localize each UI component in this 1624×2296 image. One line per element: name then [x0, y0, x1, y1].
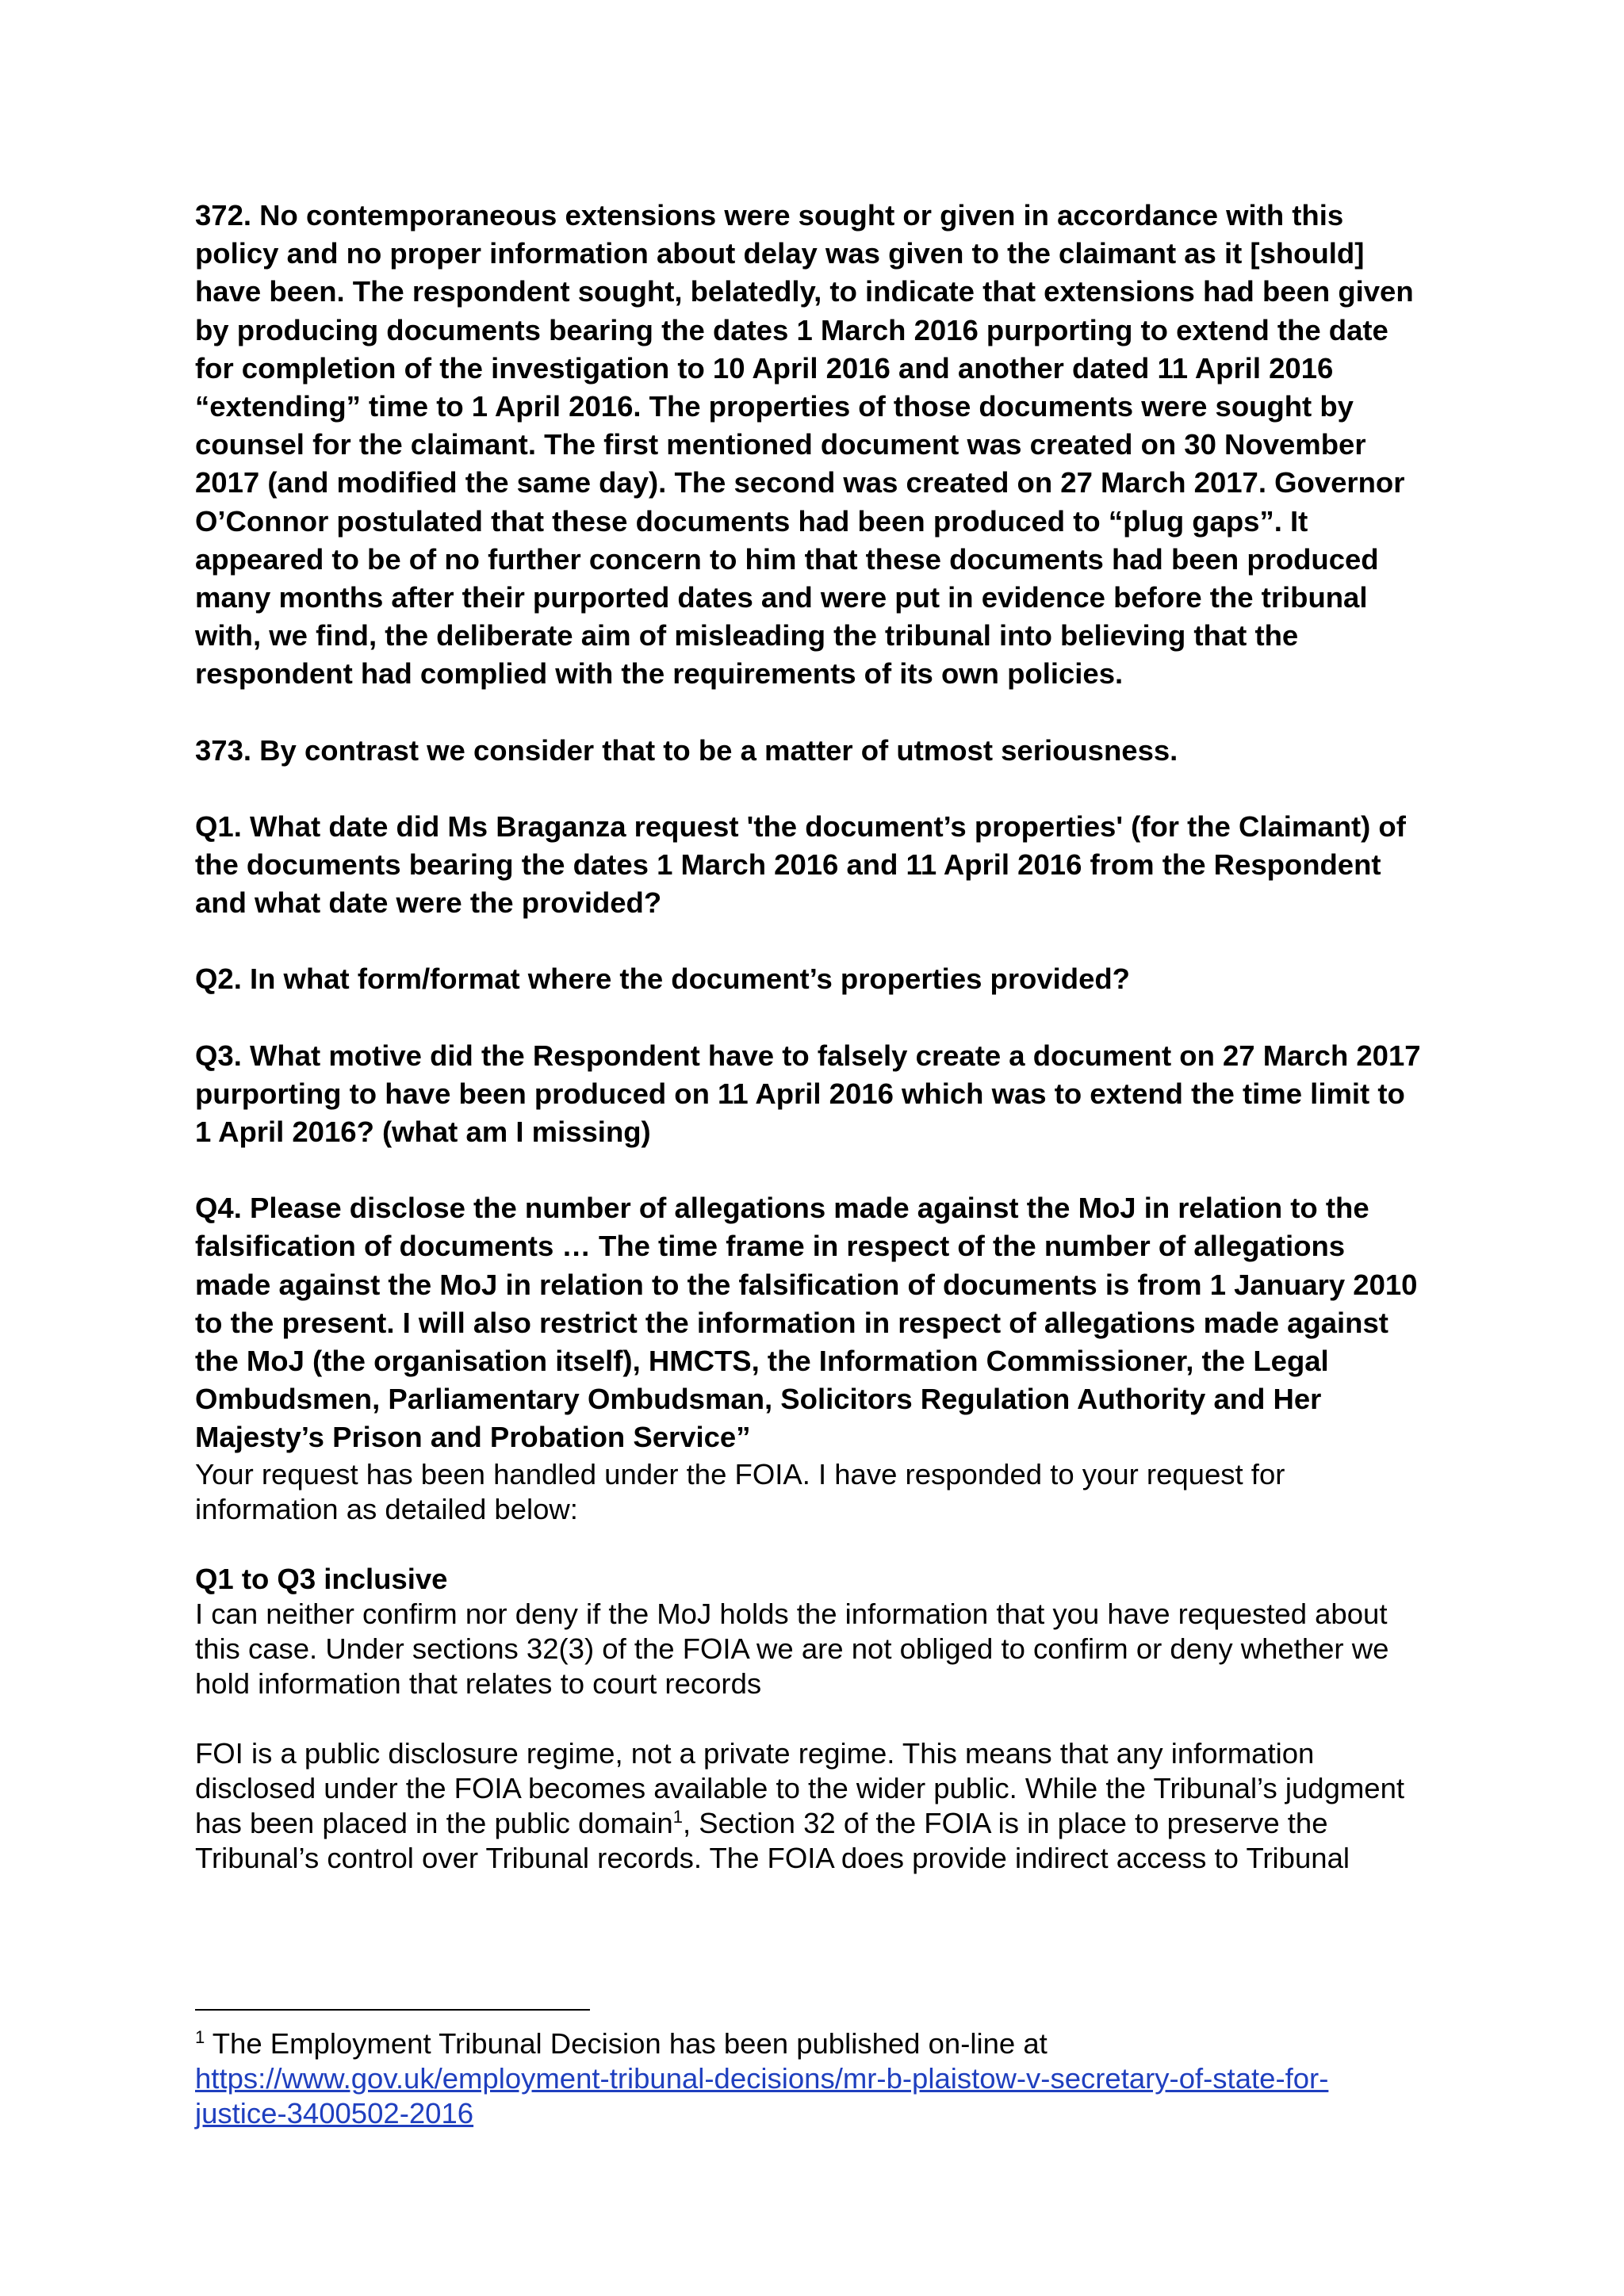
- section-heading-q1-q3: Q1 to Q3 inclusive: [195, 1562, 448, 1595]
- footnote-mark: 1: [195, 2026, 205, 2047]
- question-4: Q4. Please disclose the number of allegations made against the MoJ in relation to the falsification of documents … The time frame in respect of the number of allegations made against the MoJ in relation to the falsification of documents is from 1 January 2010 to the present. I will also restrict the information in respect of allegations made against the MoJ (the organisation itself), HMCTS, the Information Commissioner, the Legal Ombudsmen, Parliamentary Ombudsman, Solicitors Regulation Authority and Her Majesty’s Prison and Probation Service”: [195, 1192, 1418, 1454]
- foi-regime-paragraph: [195, 1736, 1480, 1876]
- footnote-text: The Employment Tribunal Decision has been published on-line at: [205, 2027, 1048, 2060]
- q1-q3-response: I can neither confirm nor deny if the MoJ holds the information that you have requested about this case. Under sections 32(3) of the FOIA we are not obliged to confirm or deny whether we hold information that relates to court records: [195, 1597, 1389, 1700]
- paragraph-373: 373. By contrast we consider that to be a matter of utmost seriousness.: [195, 733, 1178, 767]
- question-3: Q3. What motive did the Respondent have to falsely create a document on 27 March 2017 purporting to have been produced on 11 April 2016 which was to extend the time limit to 1 April 2016? (what am I missing): [195, 1039, 1421, 1149]
- paragraph-372: 372. No contemporaneous extensions were sought or given in accordance with this policy and no proper information about delay was given to the claimant as it [should] have been. The respondent sought, belatedly, to indicate that extensions had been given by producing documents bearing the dates 1 March 2016 purporting to extend the date for completion of the investigation to 10 April 2016 and another dated 11 April 2016 “extending” time to 1 April 2016. The properties of those documents were sought by counsel for the claimant. The first mentioned document was created on 30 November 2017 (and modified the same day). The second was created on 27 March 2017. Governor O’Connor postulated that these documents had been produced to “plug gaps”. It appeared to be of no further concern to him that these documents had been produced many months after their purported dates and were put in evidence before the tribunal with, we find, the deliberate aim of misleading the tribunal into believing that the respondent had complied with the requirements of its own policies.: [195, 199, 1414, 691]
- footnote: [195, 2026, 1480, 2131]
- footnote-reference[interactable]: 1: [672, 1806, 683, 1827]
- foi-paragraph-part2: , Section 32 of the FOIA is in place to preserve the Tribunal’s control over Tribunal records. The FOIA does provide indirect access to Tribunal: [195, 1806, 1350, 1874]
- footnote-link[interactable]: https://www.gov.uk/employment-tribunal-decisions/mr-b-plaistow-v-secretary-of-state-for- justice-3400502-2016: [195, 2062, 1329, 2130]
- question-1: Q1. What date did Ms Braganza request 'the document’s properties' (for the Claimant) of the documents bearing the dates 1 March 2016 and 11 April 2016 from the Respondent and what date were the provided?: [195, 809, 1406, 920]
- question-2: Q2. In what form/format where the document’s properties provided?: [195, 962, 1130, 996]
- foi-paragraph-part1: FOI is a public disclosure regime, not a private regime. This means that any information disclosed under the FOIA becomes available to the wider public. While the Tribunal’s judgment has been placed in the public domain: [195, 1736, 1405, 1839]
- response-intro: Your request has been handled under the FOIA. I have responded to your request for information as detailed below:: [195, 1457, 1285, 1525]
- footnote-divider: [195, 2009, 590, 2011]
- document-body: [195, 197, 1480, 1876]
